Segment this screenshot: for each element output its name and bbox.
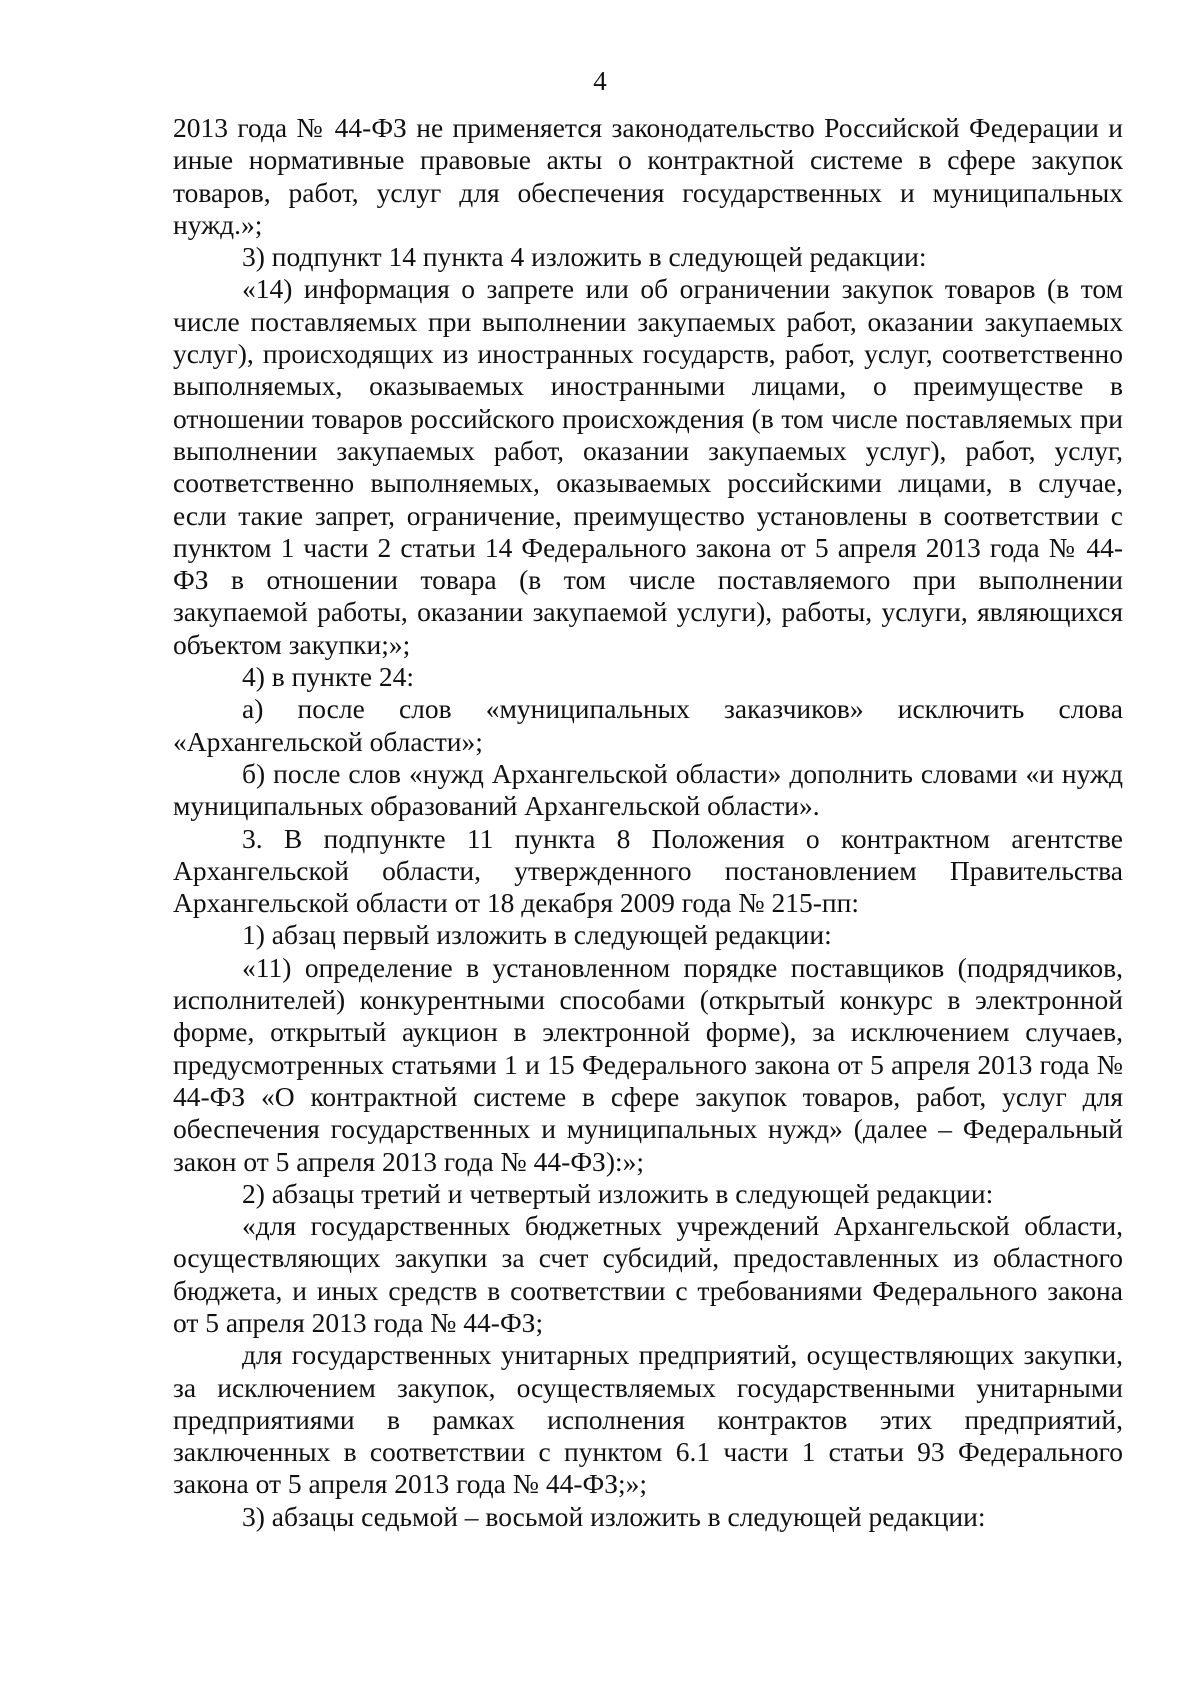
paragraph-subpoint-2: 2) абзацы третий и четвертый изложить в следующей редакции: [242,1177,994,1209]
paragraph-subpoint-4: 4) в пункте 24: [242,661,415,693]
paragraph-item-11-text: «11) определение в установленном порядке поставщиков (подрядчиков, исполнителей) конкурентными способами (открытый конкурс в электронной форме, открытый аукцион в электронной форме), за исключением случаев, предусмотренных статьями 1 и 15 Федерального закона от 5 апреля 2013 года № 44-ФЗ «О контрактной системе в сфере закупок товаров, работ, услуг для обеспечения государственных и муниципальных нужд» (далее – Федеральный закон от 5 апреля 2013 года № 44-ФЗ):»; [173,951,1123,1177]
document-body [173,112,1123,1533]
paragraph-unitary-enterprises: для государственных унитарных предприятий, осуществляющих закупки, за исключением закупок, осуществляемых государственными унитарными предприятиями в рамках исполнения контрактов этих предприятий, заключенных в соответствии с пунктом 6.1 части 1 статьи 93 Федерального закона от 5 апреля 2013 года № 44-ФЗ;»; [173,1339,1123,1500]
paragraph-section-3: 3. В подпункте 11 пункта 8 Положения о контрактном агентстве Архангельской области, утвержденного постановлением Правительства Архангельской области от 18 декабря 2009 года № 215-пп: [173,822,1123,919]
paragraph-subpoint-1: 1) абзац первый изложить в следующей редакции: [242,919,832,951]
paragraph-item-14-text: «14) информация о запрете или об ограничении закупок товаров (в том числе поставляемых при выполнении закупаемых работ, оказании закупаемых услуг), происходящих из иностранных государств, работ, услуг, соответственно выполняемых, оказываемых иностранными лицами, о преимуществе в отношении товаров российского происхождения (в том числе поставляемых при выполнении закупаемых работ, оказании закупаемых услуг), работ, услуг, соответственно выполняемых, оказываемых российскими лицами, в случае, если такие запрет, ограничение, преимущество установлены в соответствии с пунктом 1 части 2 статьи 14 Федерального закона от 5 апреля 2013 года № 44-ФЗ в отношении товара (в том числе поставляемого при выполнении закупаемой работы, оказании закупаемой услуги), работы, услуги, являющихся объектом закупки;»; [173,273,1123,660]
paragraph-continuation: 2013 года № 44-ФЗ не применяется законодательство Российской Федерации и иные нормативные правовые акты о контрактной системе в сфере закупок товаров, работ, услуг для обеспечения государственных и муниципальных нужд.»; [173,112,1123,240]
paragraph-subpoint-3: 3) подпункт 14 пункта 4 изложить в следующей редакции: [242,241,927,273]
page-number: 4 [593,66,607,96]
paragraph-budget-institutions: «для государственных бюджетных учреждений Архангельской области, осуществляющих закупки за счет субсидий, предоставленных из областного бюджета, и иных средств в соответствии с требованиями Федерального закона от 5 апреля 2013 года № 44-ФЗ; [173,1210,1123,1338]
paragraph-subpoint-b: б) после слов «нужд Архангельской области» дополнить словами «и нужд муниципальных образований Архангельской области». [173,757,1123,822]
paragraph-subpoint-a: а) после слов «муниципальных заказчиков» исключить слова «Архангельской области»; [173,693,1123,757]
paragraph-subpoint-3-abzacy: 3) абзацы седьмой – восьмой изложить в следующей редакции: [242,1500,986,1532]
